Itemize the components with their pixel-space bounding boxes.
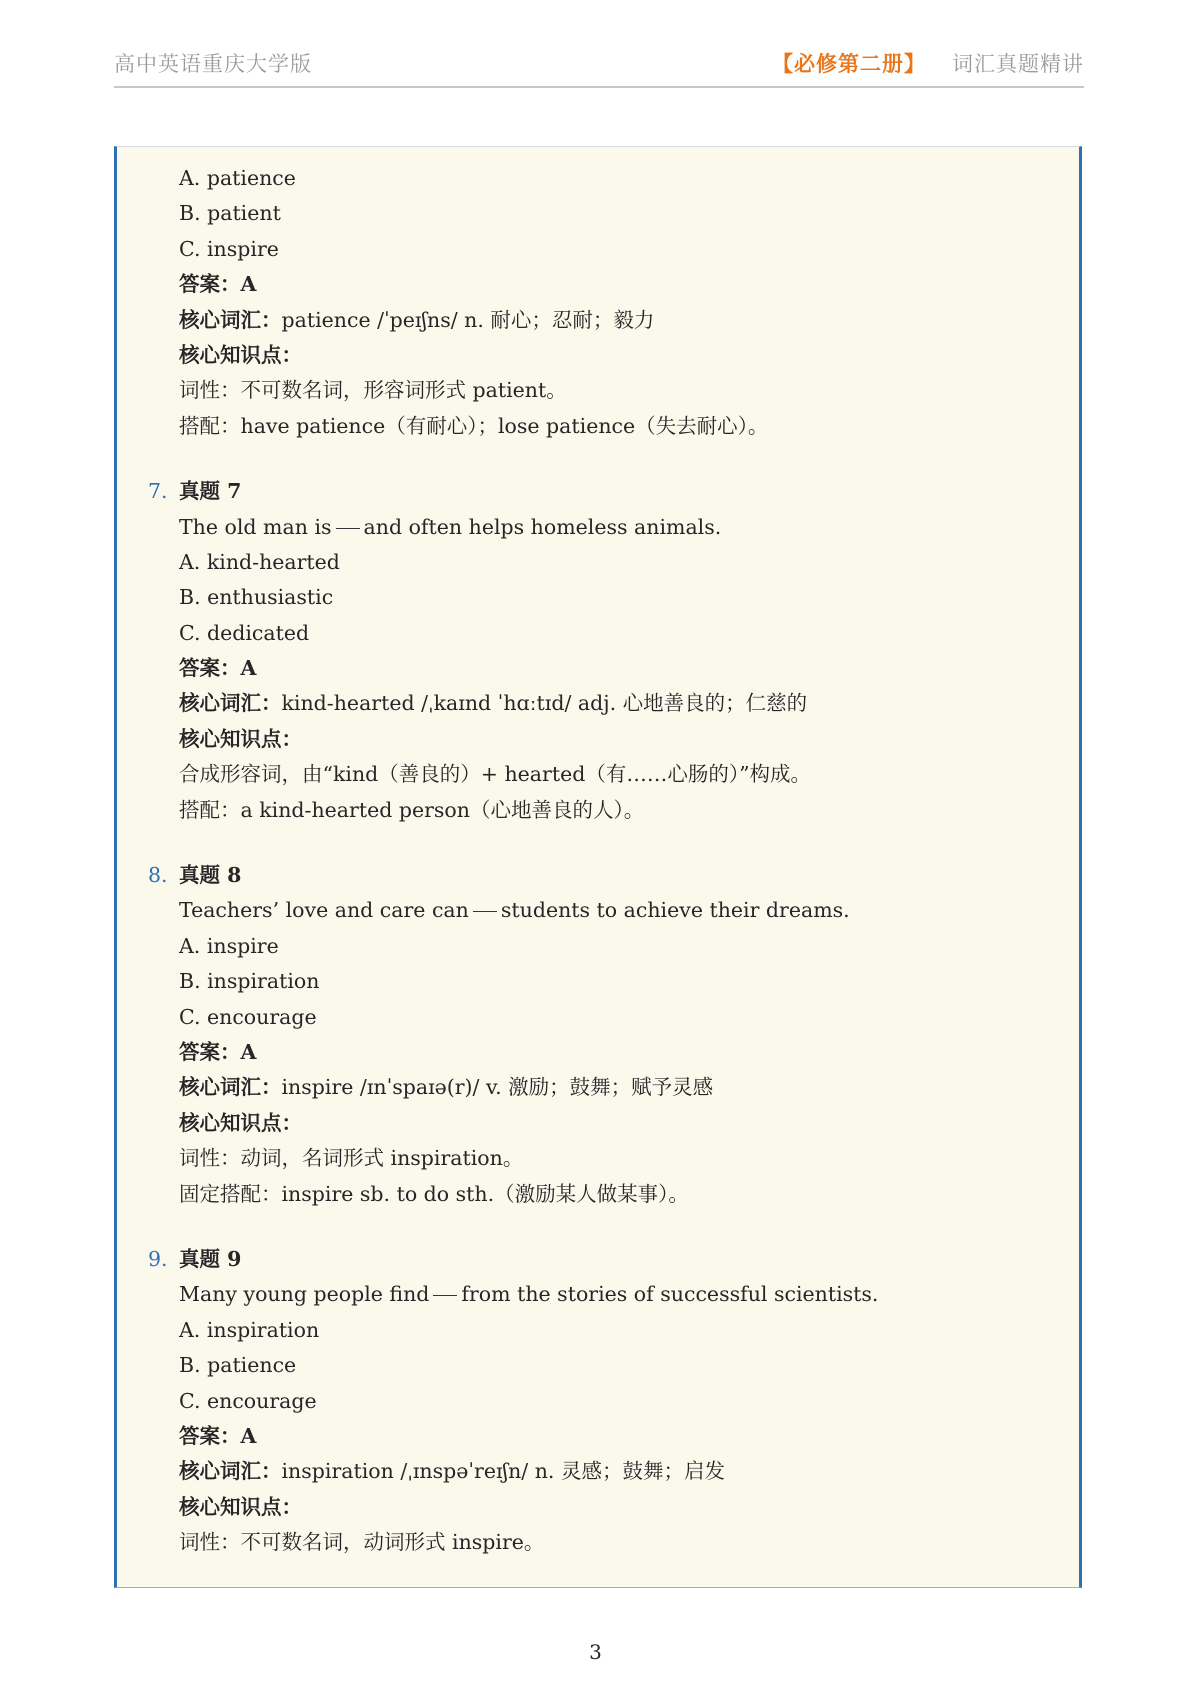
option-b: B. patient [179, 201, 281, 226]
option-c: C. encourage [179, 1388, 317, 1413]
option-b: B. inspiration [179, 969, 320, 994]
answer-line [117, 1035, 1079, 1070]
note-line: 固定搭配：inspire sb. to do sth.（激励某人做某事）。 [179, 1181, 689, 1206]
question-stem [117, 893, 1079, 928]
core-vocab-label: 核心词汇： [179, 1459, 282, 1484]
stem-after: students to achieve their dreams. [500, 898, 850, 923]
panel-content [117, 161, 1079, 1560]
book-label: 【必修第二册】 [772, 51, 926, 76]
question-number: 7. [148, 479, 168, 504]
note-line: 搭配：have patience（有耐心）；lose patience（失去耐心）。 [179, 413, 769, 438]
note-line: 合成形容词，由“kind（善良的）+ hearted（有……心肠的）”构成。 [179, 762, 812, 787]
knowledge-label: 核心知识点： [179, 1110, 302, 1135]
question-title: 真题 8 [179, 863, 242, 888]
answer-line [117, 267, 1079, 302]
spacer [117, 1212, 1079, 1242]
question-title: 真题 7 [179, 479, 242, 504]
core-vocab-text: inspiration /ˌɪnspəˈreɪʃn/ n. 灵感；鼓舞；启发 [281, 1459, 725, 1484]
note-line: 词性：不可数名词，形容词形式 patient。 [179, 378, 567, 403]
core-vocab-text: inspire /ɪnˈspaɪə(r)/ v. 激励；鼓舞；赋予灵感 [281, 1075, 714, 1100]
stem-after: and often helps homeless animals. [363, 514, 722, 539]
answer-value: A [240, 1423, 257, 1448]
option-c: C. dedicated [179, 620, 310, 645]
option-a: A. inspire [179, 933, 279, 958]
knowledge-label: 核心知识点： [179, 342, 302, 367]
stem-before: The old man is [179, 514, 332, 539]
answer-value: A [240, 272, 257, 297]
option-c: C. inspire [179, 236, 279, 261]
note-line: 词性：不可数名词，动词形式 inspire。 [179, 1530, 545, 1555]
option-a: A. inspiration [179, 1317, 320, 1342]
answer-value: A [240, 656, 257, 681]
question-title: 真题 9 [179, 1246, 242, 1271]
stem-after: from the stories of successful scientists. [461, 1282, 879, 1307]
answer-label: 答案： [179, 656, 241, 681]
core-vocab-text: patience /ˈpeɪʃns/ n. 耐心；忍耐；毅力 [281, 307, 655, 332]
page-header [114, 44, 1084, 88]
core-vocab-text: kind-hearted /ˌkaɪnd ˈhɑːtɪd/ adj. 心地善良的；仁慈的 [281, 691, 808, 716]
option-a: A. patience [179, 166, 296, 190]
answer-line [117, 1419, 1079, 1454]
option-a: A. kind-hearted [179, 549, 340, 574]
stem-before: Teachers’ love and care can [179, 898, 469, 923]
answer-blank [336, 527, 360, 529]
question-panel [114, 146, 1082, 1588]
page-number: 3 [589, 1640, 602, 1664]
answer-line [117, 651, 1079, 686]
answer-label: 答案： [179, 1039, 241, 1064]
answer-value: A [240, 1039, 257, 1064]
option-b: B. enthusiastic [179, 585, 334, 610]
option-c: C. encourage [179, 1004, 317, 1029]
stem-before: Many young people find [179, 1282, 430, 1307]
header-right [772, 48, 1084, 78]
answer-label: 答案： [179, 272, 241, 297]
core-vocab-line [117, 686, 1079, 721]
answer-label: 答案： [179, 1423, 241, 1448]
note-line: 词性：动词，名词形式 inspiration。 [179, 1146, 524, 1171]
option-b: B. patience [179, 1353, 297, 1378]
core-vocab-label: 核心词汇： [179, 307, 282, 332]
knowledge-label: 核心知识点： [179, 1494, 302, 1519]
note-line: 搭配：a kind-hearted person（心地善良的人）。 [179, 797, 645, 822]
question-number: 9. [148, 1246, 168, 1271]
question-heading [117, 474, 1079, 509]
question-heading [117, 1242, 1079, 1277]
core-vocab-line [117, 1454, 1079, 1489]
knowledge-label: 核心知识点： [179, 726, 302, 751]
header-title: 高中英语重庆大学版 [114, 52, 312, 76]
core-vocab-label: 核心词汇： [179, 691, 282, 716]
core-vocab-line [117, 303, 1079, 338]
question-stem [117, 1277, 1079, 1312]
answer-blank [473, 910, 497, 912]
question-heading [117, 858, 1079, 893]
spacer [117, 444, 1079, 474]
spacer [117, 828, 1079, 858]
core-vocab-line [117, 1070, 1079, 1105]
question-stem [117, 510, 1079, 545]
answer-blank [433, 1294, 457, 1296]
question-number: 8. [148, 863, 168, 888]
core-vocab-label: 核心词汇： [179, 1075, 282, 1100]
series-label: 词汇真题精讲 [952, 52, 1084, 76]
